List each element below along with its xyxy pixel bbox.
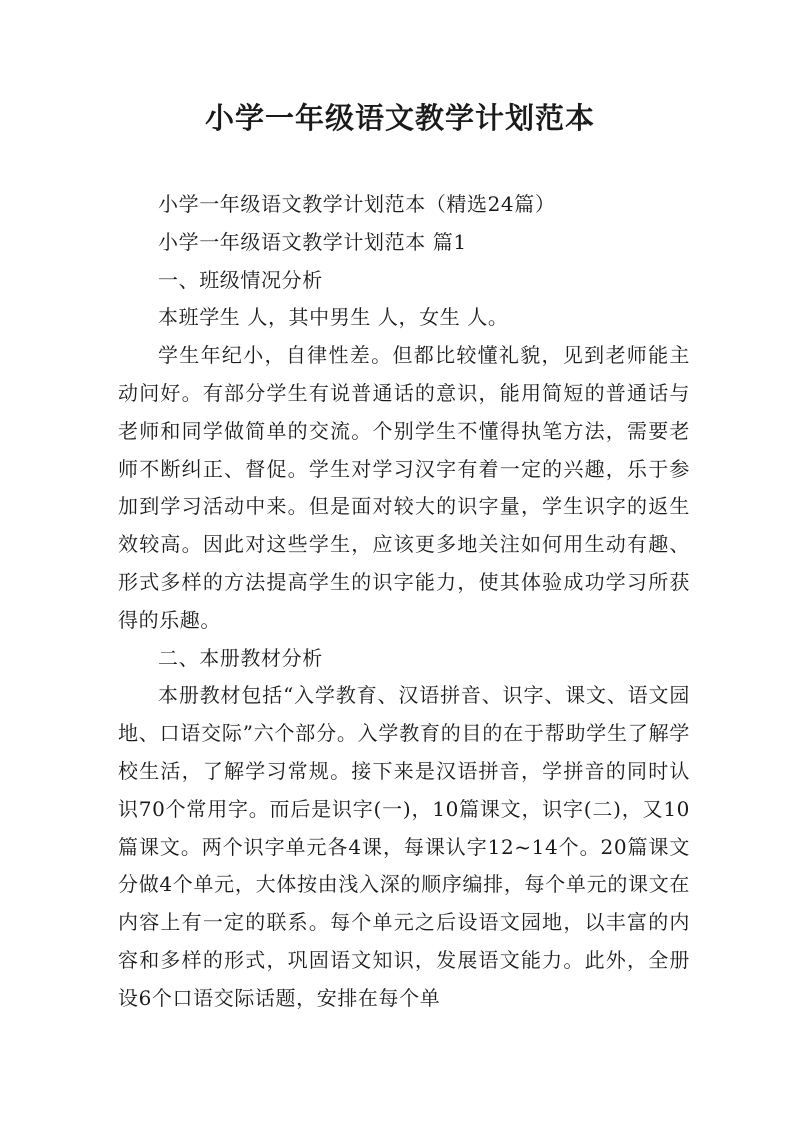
body-paragraph: 本班学生 人，其中男生 人，女生 人。 [158, 305, 509, 330]
section-heading: 二、本册教材分析 [158, 645, 323, 670]
subtitle-paragraph: 小学一年级语文教学计划范本（精选24篇） [158, 192, 556, 216]
section-heading: 一、班级情况分析 [158, 267, 323, 292]
document-body [118, 186, 690, 1018]
section-heading: 小学一年级语文教学计划范本 篇1 [158, 229, 467, 254]
body-paragraph: 学生年纪小，自律性差。但都比较懂礼貌，见到老师能主动问好。有部分学生有说普通话的意识，能用简短的普通话与老师和同学做简单的交流。个别学生不懂得执笔方法，需要老师不断纠正、督促。学生对学习汉字有着一定的兴趣，乐于参加到学习活动中来。但是面对较大的识字量，学生识字的返生效较高。因此对这些学生，应该更多地关注如何用生动有趣、形式多样的方法提高学生的识字能力，使其体验成功学习所获得的乐趣。 [118, 343, 690, 632]
document-title: 小学一年级语文教学计划范本 [204, 101, 595, 135]
body-paragraph: 本册教材包括“入学教育、汉语拼音、识字、课文、语文园地、口语交际”六个部分。入学教育的目的在于帮助学生了解学校生活，了解学习常规。接下来是汉语拼音，学拼音的同时认识70个常用字。而后是识字(一)，10篇课文，识字(二)，又10篇课文。两个识字单元各4课，每课认字12~14个。20篇课文分做4个单元，大体按由浅入深的顺序编排，每个单元的课文在内容上有一定的联系。每个单元之后设语文园地，以丰富的内容和多样的形式，巩固语文知识，发展语文能力。此外，全册设6个口语交际话题，安排在每个单 [118, 683, 690, 1010]
